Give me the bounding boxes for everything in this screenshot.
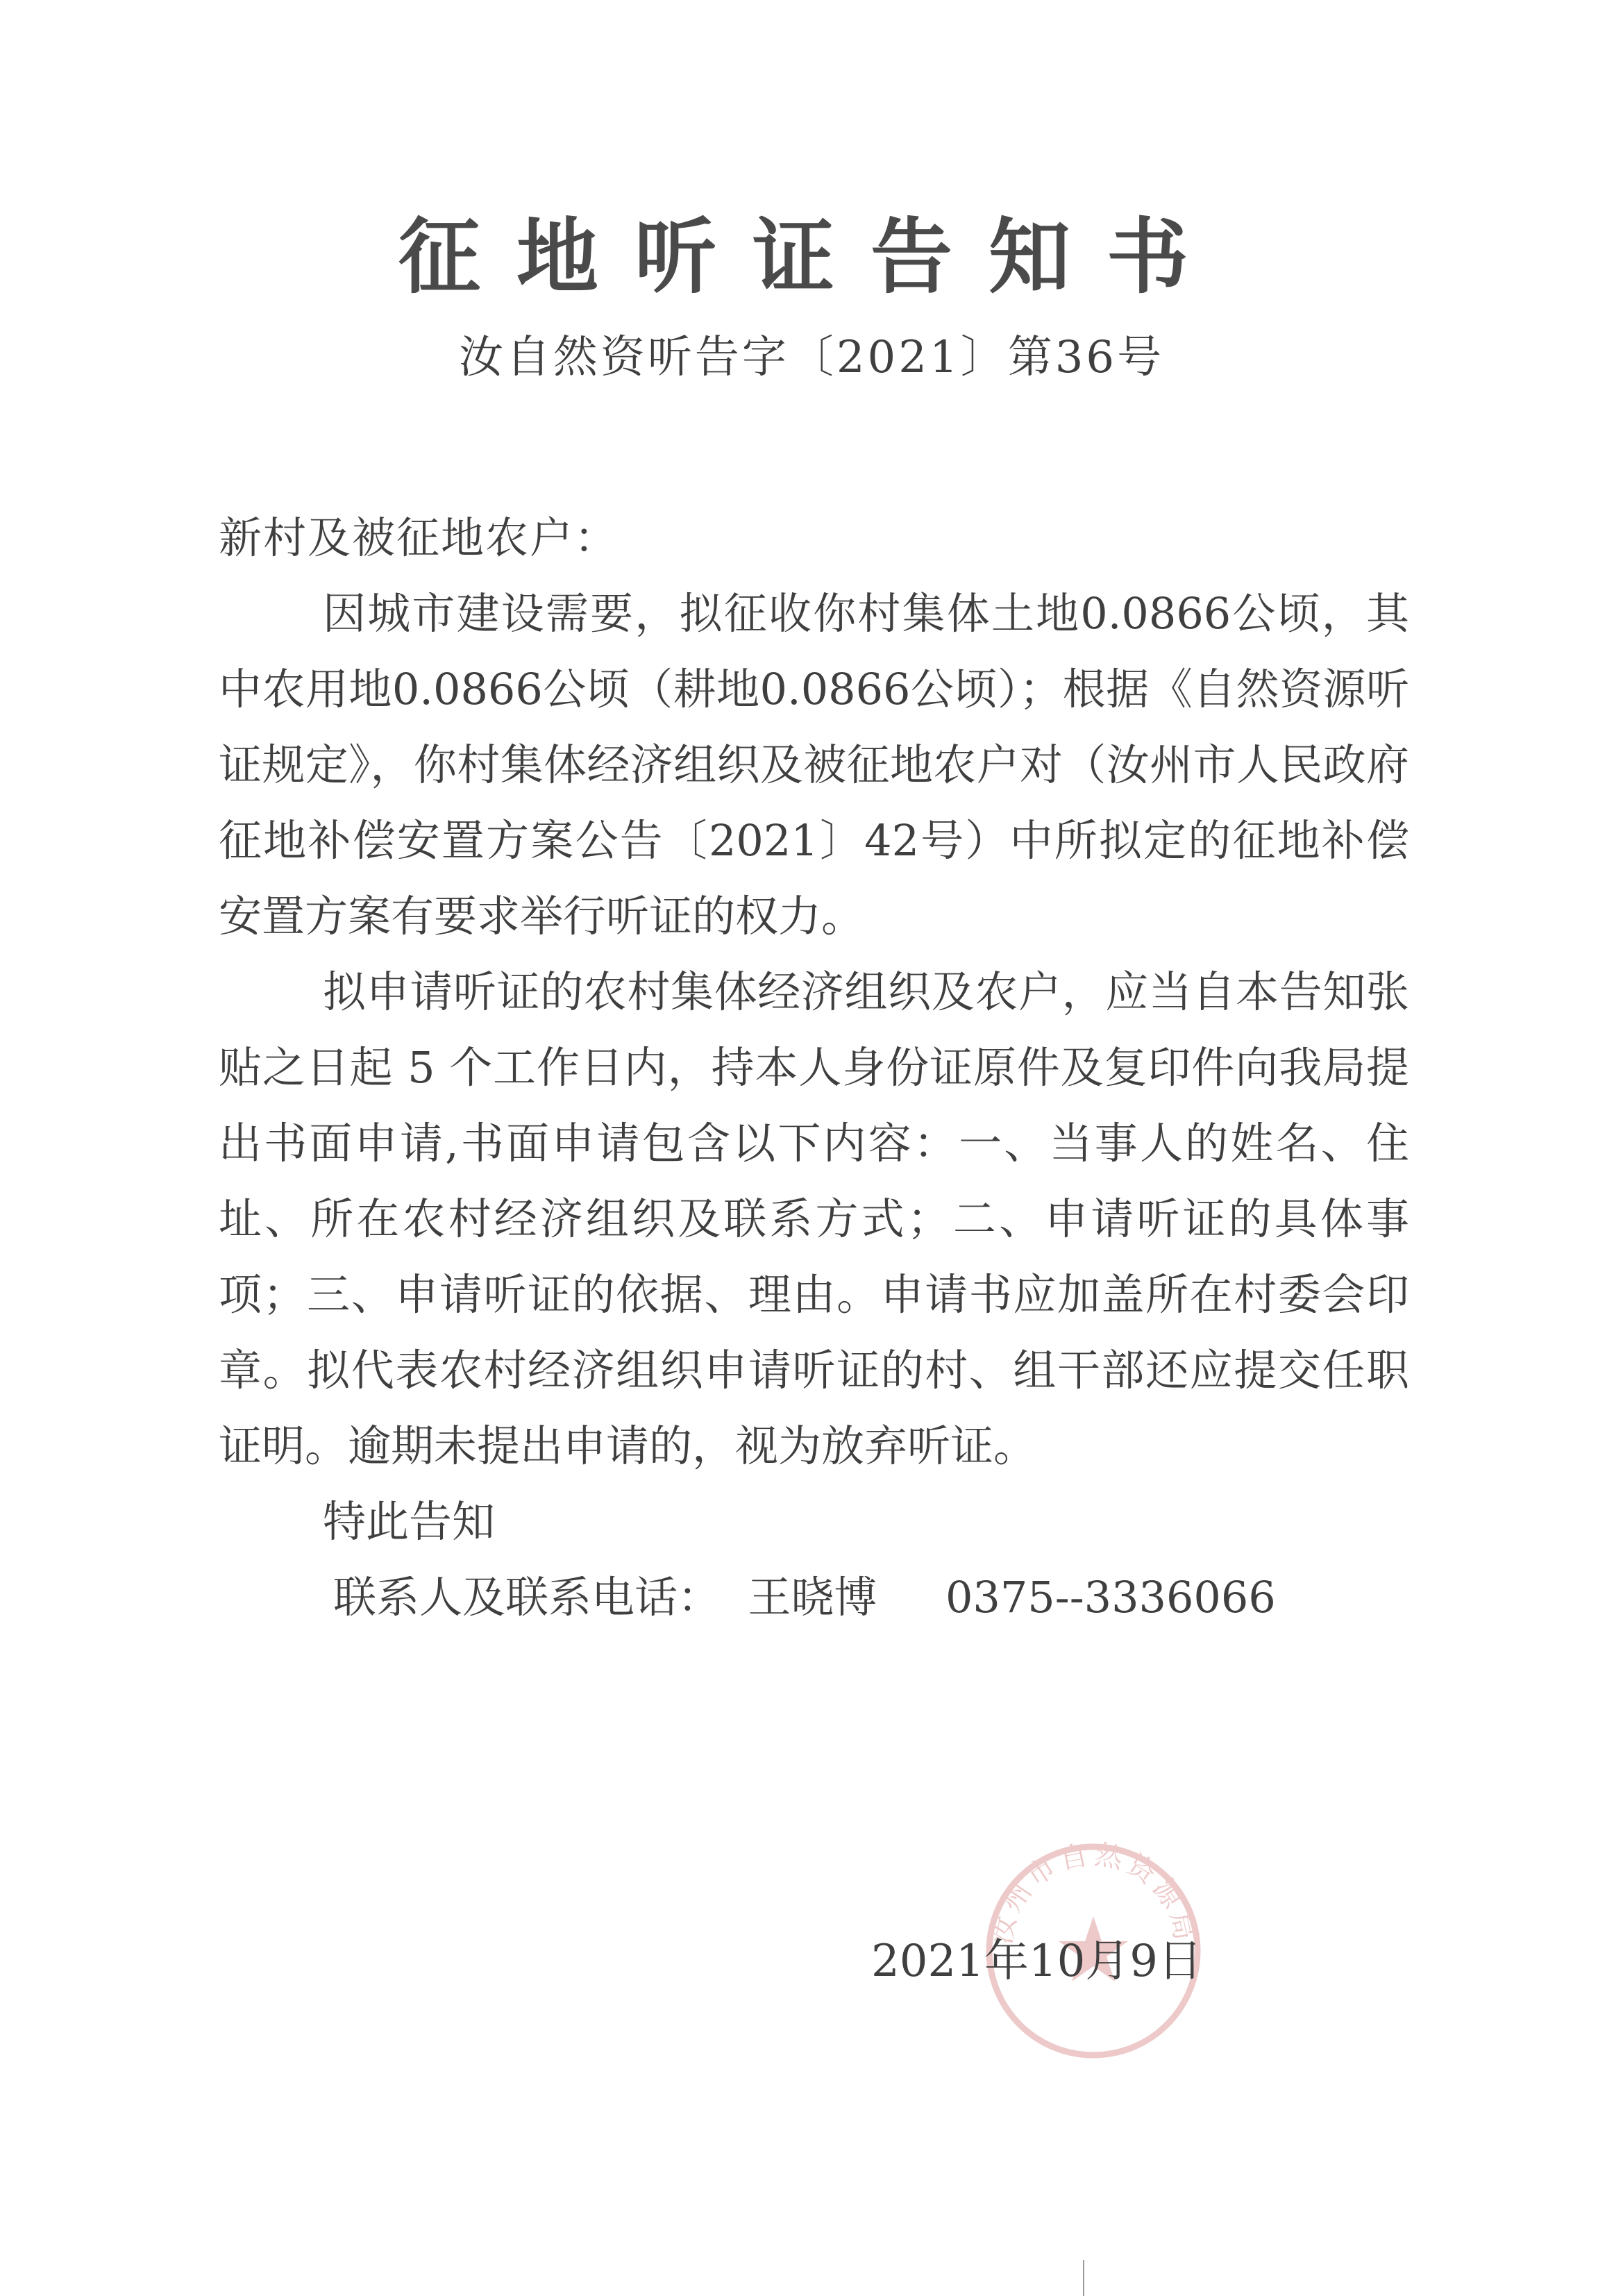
document-title: 征地听证告知书 [398, 208, 1225, 305]
closing-text: 特此告知 [323, 1496, 496, 1547]
scan-artifact-line [1083, 2260, 1084, 2296]
salutation: 新村及被征地农户： [219, 512, 619, 563]
document-date: 2021年10月9日 [871, 1936, 1203, 1987]
paragraph-1: 因城市建设需要，拟征收你村集体土地0.0866公顷，其中农用地0.0866公顷（耕地0.0866公顷）；根据《自然资源听证规定》，你村集体经济组织及被征地农户对（汝州市人民政府征地补偿安置方案公告〔2021〕42号）中所拟定的征地补偿安置方案有要求举行听证的权力。 [219, 588, 1409, 941]
document-body [219, 500, 1409, 1635]
seal-text-path: 汝州市自然资源局 [985, 1838, 1202, 1947]
paragraph-2: 拟申请听证的农村集体经济组织及农户，应当自本告知张贴之日起 5 个工作日内，持本人身份证原件及复印件向我局提出书面申请,书面申请包含以下内容：一、当事人的姓名、住址、所在农村经济组织及联系方式；二、申请听证的具体事项；三、申请听证的依据、理由。申请书应加盖所在村委会印章。拟代表农村经济组织申请听证的村、组干部还应提交任职证明。逾期未提出申请的，视为放弃听证。 [219, 966, 1409, 1471]
contact-line: 联系人及联系电话： 王晓博 0375--3336066 [333, 1572, 1276, 1623]
document-number: 汝自然资听告字〔2021〕第36号 [458, 332, 1165, 383]
